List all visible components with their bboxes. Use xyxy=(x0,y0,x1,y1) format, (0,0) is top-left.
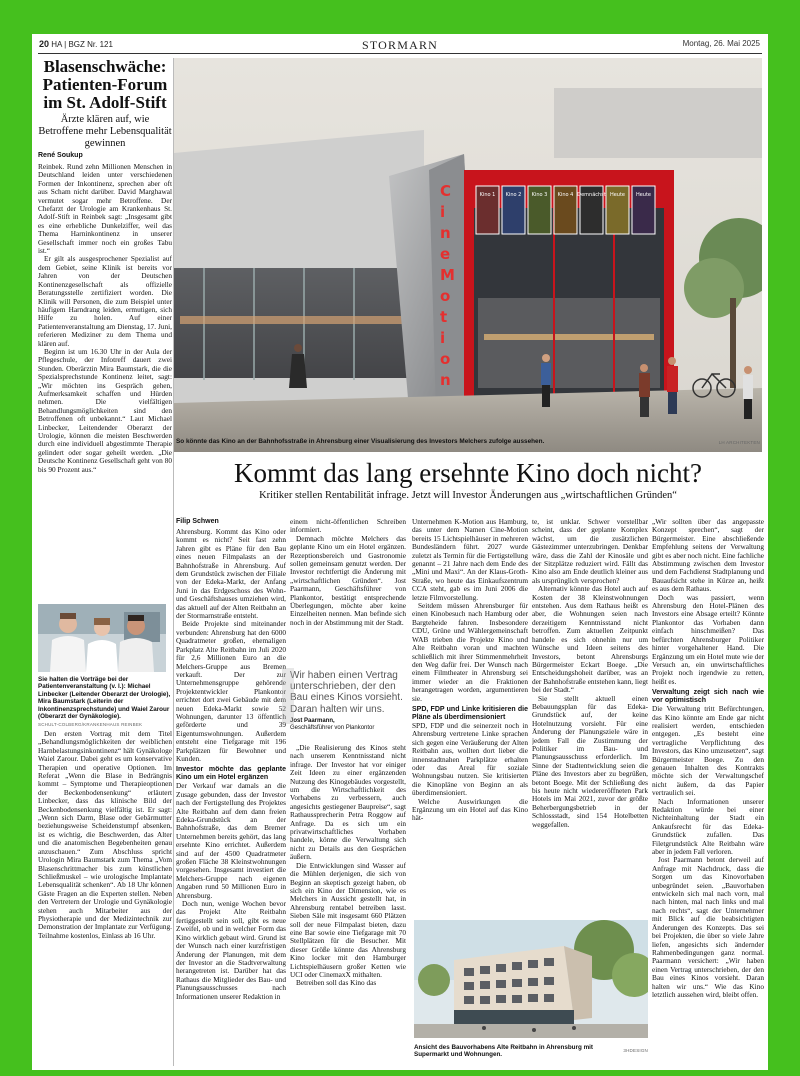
sign-letter: o xyxy=(440,287,451,305)
page-date: Montag, 26. Mai 2025 xyxy=(682,39,760,48)
paragraph: Sie stellt aktuell einen Bebauungsplan für das Edeka-Grundstück auf, der keine Hotelnutzung vorsieht. Für eine Änderung der Planungsziele wäre in jedem Fall die Zustimmung der Politiker im Bau- und Planungsausschuss erforderlich. Im Sinne der Stadtentwicklung seien die Pläne des Investors aber zu begrüßen, betont Boege. Mit der Schließung des bis heute nicht wiedereröffneten Park Hotels im Mai 2021, zuvor der größte Beherbergungsbetrieb in der Schlossstadt, sind 154 Hotelbetten weggefallen. xyxy=(532,693,648,829)
poster-label: Kino 3 xyxy=(531,192,548,198)
header-rule xyxy=(38,53,762,54)
section-subheading: SPD, FDP und Linke kritisieren die Pläne als überdimensioniert xyxy=(412,705,528,721)
edition: HA | BGZ xyxy=(51,40,85,49)
paragraph: Nach Informationen unserer Redaktion würde bei einer Nichteinhaltung der Stadt ein Ankaufsrecht für das Edeka-Grundstück zufallen. Das Filetgrundstück Alte Reitbahn wäre aber in jedem Fall verloren. xyxy=(652,796,764,857)
side-article-author: René Soukup xyxy=(38,152,83,159)
doctors-photo xyxy=(38,604,166,672)
quote-name: Jost Paarmann, xyxy=(290,717,335,724)
sign-letter: o xyxy=(440,350,451,368)
hero-credit: LH ARCHITEKTEN xyxy=(718,440,760,445)
paragraph: „Die Realisierung des Kinos steht nach unserem Kenntnisstand nicht infrage. Der Investor hat vor einiger Zeit Ideen zu einer ergänzenden Nutzung des Kinogebäudes vorgestellt, um die Wirtschaftlichkeit des Vorhabens zu verbessern, auch angesichts gestiegener Baupreise“, sagt Rathaussprecherin Petra Roggow auf Anfrage. Da es sich um ein privatwirtschaftliches Vorhaben handele, könne die Verwaltung sich nicht zu Details aus den Gesprächen äußern. xyxy=(290,744,406,862)
building-photo-caption: Ansicht des Bauvorhabens Alte Reitbahn in Ahrensburg mit Supermarkt und Wohnungen. xyxy=(414,1044,594,1059)
page-header xyxy=(32,34,768,54)
paragraph: Jost Paarmann betont derweil auf Anfrage mit Nachdruck, dass die Sorgen um das Kinovorhaben unbegründet seien. „Bauvorhaben entwickeln sich mal nach vorn, mal nach hinten, mal nach links und mal nach rechts“, sagt der Unternehmer mit Blick auf die beabsichtigten Änderungen des Konzepts. Das sei bei Projekten, die über so viele Jahre liefen, angesichts sich ändernder Rahmenbedingungen ganz normal. Paarmann versichert: „Wir haben einen Vertrag unterschrieben, der den Bau eines Kinos vorsieht. Daran halten wir uns.“ Wie das Kino letztlich aussehen wird, bleibt offen. xyxy=(652,855,764,999)
article-column-2-top xyxy=(290,518,406,658)
sign-letter: i xyxy=(440,329,446,347)
paragraph: Unternehmen K-Motion aus Hamburg, das unter dem Namen Cine-Motion bereits 15 Lichtspielhäuser in mehreren Bundesländern führt. 2027 wurde zuletzt als Termin für die Fertigstellung genannt – 21 Jahre nach dem Ende des „Mini und Maxi“. An der Klaus-Groth-Straße, wo heute das Einkaufszentrum CCA steht, gab es im Juni 2006 die letzte Filmvorstellung. xyxy=(412,518,528,602)
article-column-1 xyxy=(176,528,286,1066)
side-article-title: Blasenschwäche: Patienten-Forum im St. Adolf-Stift xyxy=(42,57,168,112)
article-column-2-bottom xyxy=(290,744,406,1066)
poster-label: Kino 4 xyxy=(557,192,574,198)
doctors-photo-credit: SCHULT-COLBERG/KRANKENHAUS REINBEK xyxy=(38,722,143,727)
newspaper-page xyxy=(32,34,768,1070)
section-title: STORMARN xyxy=(361,38,439,52)
sign-letter: M xyxy=(440,266,455,284)
poster-label: Heute xyxy=(609,192,626,198)
paragraph: Doch nun, wenige Wochen bevor das Projekt Alte Reitbahn fertiggestellt sein soll, gibt es neue Zweifel, ob und in welcher Form das Kino wirklich gebaut wird. Grund ist der Wunsch nach einer kurzfristigen Änderung der Planungen, mit dem der Investor an die Stadtverwaltung herangetreten ist. Darüber hat das Rathaus die Mitglieder des Bau- und Planungsausschusses nach Informationen unserer Redaktion in xyxy=(176,899,286,1001)
pull-quote xyxy=(290,670,404,732)
paragraph: Beginn ist um 16.30 Uhr in der Aula der Pflegeschule, der Infotreff dauert zwei Stunden. Oberärztin Mira Baumstark, die die Spezialsprechstunde Kontinenz leitet, sagt: „Wir möchten ins Gespräch gehen, Aufmerksamkeit schaffen und Hürden nehmen. Die vielfältigen Behandlungsmöglichkeiten sind den Betroffenen oft unbekannt.“ Laut Michael Linbecker, Leitendender Oberarzt der Urologie, können die meisten Beschwerden durch eine individuell abgestimmte Therapie gelindert oder sogar geheilt werden. „Die Deutsche Kontinenz Gesellschaft geht von 80 bis 90 Prozent aus.“ xyxy=(38,346,172,474)
paragraph: Den ersten Vortrag mit dem Titel „Behandlungsmöglichkeiten der weiblichen Harnbelastungsinkontinenz“ hält Gynäkologe Waiel Zarour. Dabei geht es um konservative Therapien und operative Optionen. Im Referat „Wenn die Blase in Bedrängnis kommt – Symptome und Therapieoptionen der Beckenbodensenkung“ erläutert Linbecker, dass das klinische Bild der Beckenbodensenkung vielfältig ist. Er sagt: „Wenn sich Darm, Blase oder Gebärmutter beziehungsweise Scheidenstumpf absenken, ist es wichtig, die Beschwerden, das Alter und die anatomischen Begebenheiten genau anzuschauen.“ Zum Abschluss spricht Urologin Mira Baumstark zum Thema „Vom Blasenschrittmacher bis zum künstlichen Schließmuskel – wie urologische Implantate Lebensqualität schenken“. Ab 18 Uhr können Gäste Fragen an die Experten stellen. Neben den Vertretern der Urologie und Gynäkologie stehen auch Mitarbeiter aus der Physiotherapie und der Medizintechnik zur Demonstration der Implantate zur Verfügung. Teilnahme kostenlos, Einlass ab 16 Uhr. xyxy=(38,730,172,940)
building-photo-credit: 3HDESIGN xyxy=(623,1048,648,1053)
sign-letter: n xyxy=(440,371,451,389)
article-column-5 xyxy=(652,518,764,1066)
paragraph: Alternativ könnte das Hotel auch auf Kosten der 38 Kleinstwohnungen entstehen. Aus dem Rathaus heißt es aber, die Wohnungen seien nach derzeitigem Kenntnisstand nicht betroffen. Zum aktuellen Zeitpunkt handele es sich ohnehin nur um Wünsche und Ideen seitens des Investors, betont Ahrensburgs Bürgermeister Eckart Boege. „Die Entscheidungshoheit darüber, was an der Bahnhofstraße entstehen kann, liegt bei der Stadt.“ xyxy=(532,584,648,695)
poster-label: Kino 2 xyxy=(505,192,522,198)
paragraph: te, ist unklar. Schwer vorstellbar scheint, dass der geplante Komplex wächst, um die zusätzlichen Gästezimmer unterzubringen. Denkbar wäre, dass die Zahl der Kinosäle und der Sitzplätze reduziert wird. Fällt das Kino also am Ende deutlich kleiner aus als ursprünglich versprochen? xyxy=(532,518,648,585)
sign-letter: C xyxy=(440,182,452,200)
paragraph: Die Entwicklungen sind Wasser auf die Mühlen derjenigen, die sich von Beginn an skeptisch gezeigt haben, ob sich ein Kino der Dimension, wie es Melchers in Aussicht gestellt hat, in Ahrensburg rentabel betreiben lasst. Sieben Säle mit insgesamt 660 Plätzen soll der neue Filmpalast bieten, dazu eine Bar sowie eine Tiefgarage mit 70 Stellplätzen für die Besucher. Mit dieser Größe könnte das Ahrensburg Kino locker mit den Hamburger Lichtspielhäusern großer Ketten wie UCI oder CinemaxX mithalten. xyxy=(290,860,406,979)
side-article-body xyxy=(38,163,172,603)
side-article-body-2 xyxy=(38,730,172,1068)
main-headline: Kommt das lang ersehnte Kino doch nicht? xyxy=(234,458,702,488)
main-article-author: Filip Schwen xyxy=(176,518,219,525)
paragraph: Beide Projekte sind miteinander verbunden: Ahrensburg hat den 6000 Quadratmeter großen, ehemaligen Parkplatz Alte Reitbahn im Juli 2020 für 2,6 Millionen Euro an die Melchers-Gruppe aus Bremen verkauft. Der zur Unternehmensgruppe gehörende Projektentwickler Plankontor errichtet dort zwei Gebäude mit dem neuen Edeka-Markt sowie 52 Wohnungen, darunter 13 öffentlich geförderte und 39 Eigentumswohnungen. Außerdem entsteht eine Tiefgarage mit 196 Parkplätzen für Bewohner und Kunden. xyxy=(176,619,286,763)
building-photo xyxy=(414,920,648,1038)
sign-letter: t xyxy=(440,308,448,326)
sign-letter: e xyxy=(440,245,451,263)
paragraph: Seitdem müssen Ahrensburger für einen Kinobesuch nach Hamburg oder Bargteheide fahren. Insbesondere CDU, Grüne und Wählergemeinschaft WAB trieben die Projekte Kino und Alte Reitbahn voran und machten schließlich mit ihrer Stimmenmehrheit den Weg dafür frei. Der Wunsch nach einem Filmtheater in Ahrensburg sei immer wieder an die Fraktionen herangetragen worden, argumentieren sie. xyxy=(412,601,528,703)
paragraph: Ahrensburg. Kommt das Kino oder kommt es nicht? Seit fast zehn Jahren gibt es Pläne für den Bau eines neuen Filmpalasts an der Bahnhofstraße in Ahrensburg. Auf dem Grundstück zwischen der Filiale von der Edeka-Markt, der Anfang Juni in das Erdgeschoss des Wohn- und Geschäftshauses umziehen wird, das aktuell auf der Alten Reitbahn an der Stormarnstraße entsteht. xyxy=(176,528,286,621)
doctors-photo-caption: Sie halten die Vorträge bei der Patientenveranstaltung (v. l.): Michael Linbecker (Leitender Oberarzt der Urologie), Mira Baumstark (Leiterin der Inkontinenzsprechstunde) und Waiel Zarour (Oberarzt der Gynäkologie). xyxy=(38,676,171,721)
section-subheading: Verwaltung zeigt sich nach wie vor optimistisch xyxy=(652,689,764,705)
paragraph: Welche Auswirkungen die Ergänzung um ein Hotel auf das Kino hät- xyxy=(412,796,528,823)
paragraph: „Wir sollten über das angepasste Konzept sprechen“, sagt der Bürgermeister. Eine abschließende Empfehlung seitens der Verwaltung gibt es aber noch nicht. Eine fachliche Abstimmung zwischen dem Investor und dem Fachdienst Stadtplanung und Bauaufsicht stehe in Kürze an, heißt es aus dem Rathaus. xyxy=(652,518,764,594)
paragraph: Betreiben soll das Kino das xyxy=(296,978,377,988)
cinema-visualization-photo xyxy=(174,58,762,452)
main-subheadline: Kritiker stellen Rentabilität infrage. Jetzt will Investor Änderungen aus „wirtschaftlichen Gründen“ xyxy=(259,490,677,501)
poster-label: Demnächst xyxy=(577,192,606,198)
paragraph: Der Verkauf war damals an die Zusage gebunden, dass der Investor nach der Fertigstellung des Projektes Alte Reitbahn auf dem dann freien Edeka-Grundstück an der Bahnhofstraße, das dem Bremer Unternehmen bereits gehört, das lang ersehnte Kino errichtet. Außerdem sind auf der 4500 Quadratmeter großen Fläche 38 Kleinstwohnungen vorgesehen. Insgesamt investiert die Melchers-Gruppe nach eigenen Angaben rund 50 Millionen Euro in Ahrensburg. xyxy=(176,781,286,900)
sign-letter: n xyxy=(440,224,451,242)
page-number: 20 xyxy=(39,39,50,49)
section-subheading: Investor möchte das geplante Kino um ein Hotel ergänzen xyxy=(176,766,286,782)
article-column-3 xyxy=(412,518,528,898)
quote-role: Geschäftsführer von Plankontor xyxy=(290,724,375,731)
issue-number: Nr. 121 xyxy=(87,40,113,49)
paragraph: Demnach möchte Melchers das geplante Kino um ein Hotel ergänzen. Rezeptionsbereich und Gastronomie sollen gemeinsam genutzt werden. Der Investor rechtfertigt die Änderung mit „wirtschaftlichen Gründen“. Jost Paarmann, Geschäftsführer von Plankontor, bestätigt entsprechende Überlegungen, möchte aber keine Einzelheiten nennen. Man befinde sich noch in der Abstimmung mit der Stadt. xyxy=(290,533,406,627)
poster-label: Heute xyxy=(635,192,652,198)
paragraph: Er gilt als ausgesprochener Spezialist auf dem Gebiet, seine Klinik ist bereits vor Jahren von der Deutschen Kontinenzgesellschaft als offizielle Beratungsstelle zertifiziert worden. Die Klinik will Personen, die zum Beispiel unter häufigem Harndrang leiden, ermutigen, sich Hilfe zu holen. Auf einer Patientenveranstaltung am Dienstag, 17. Juni, referieren Mediziner zu dem Thema und klären auf. xyxy=(38,254,172,348)
quote-mark xyxy=(282,668,294,724)
paragraph: Die Verwaltung tritt Befürchtungen, das Kino könnte am Ende gar nicht realisiert werden, entschieden entgegen. „Es besteht eine vertragliche Verpflichtung des Investors, das Kino umzusetzen“, sagt Bürgermeister Boege. Zu den genauen Inhalten des Kontrakts möchte sich der Verwaltungschef nicht äußern, da das Papier vertraulich sei. xyxy=(652,704,764,798)
sign-letter: i xyxy=(440,203,446,221)
poster-label: Kino 1 xyxy=(479,192,496,198)
quote-text: Wir haben einen Vertrag unterschrieben, der den Bau eines Kinos vorsieht. Daran halten wir uns. xyxy=(290,670,403,715)
paragraph: einem nicht-öffentlichen Schreiben informiert. xyxy=(290,518,406,535)
hero-caption: So könnte das Kino an der Bahnhofsstraße in Ahrensburg einer Visualisierung des Investors Melchers zufolge aussehen. xyxy=(176,438,545,445)
paragraph: Doch was passiert, wenn Ahrensburg den Hotel-Plänen des Investors eine Absage erteilt? Könnte Plankontor das Vorhaben dann einfach hinschmeißen? Das befürchten Ahrensburger Politiker hinter vorgehaltener Hand. Die Ergänzung um ein Hotel mute wie der Versuch an, ein unwirtschaftliches Projekt noch irgendwie zu retten, heißt es. xyxy=(652,592,764,686)
side-article-subtitle: Ärzte klären auf, wie Betroffene mehr Lebensqualität gewinnen xyxy=(38,114,172,149)
paragraph: Reinbek. Rund zehn Millionen Menschen in Deutschland leiden unter verschiedenen Formen der Inkontinenz, sprechen aber oft aus Scham nicht darüber. David Marghawal vermutet sogar mehr Betroffene. Der Chefarzt der Urologie am Krankenhaus St. Adolf-Stift in Reinbek sagt: „Insgesamt gibt es eine erhebliche Dunkelziffer, weil das Thema Harninkontinenz in unserer Gesellschaft immer noch ein großes Tabu ist.“ xyxy=(38,163,172,256)
article-column-4 xyxy=(532,518,648,898)
paragraph: SPD, FDP und die seinerzeit noch in Ahrensburg vertretene Linke sprachen sich gegen eine Veräußerung der Alten Reitbahn aus, wollten dort lieber die innenstadtnahen Parkplätze erhalten oder das Areal für soziale Wohnungsbau nutzen. Sie kritisierten die Kinopläne von Beginn an als überdimensioniert. xyxy=(412,720,528,798)
